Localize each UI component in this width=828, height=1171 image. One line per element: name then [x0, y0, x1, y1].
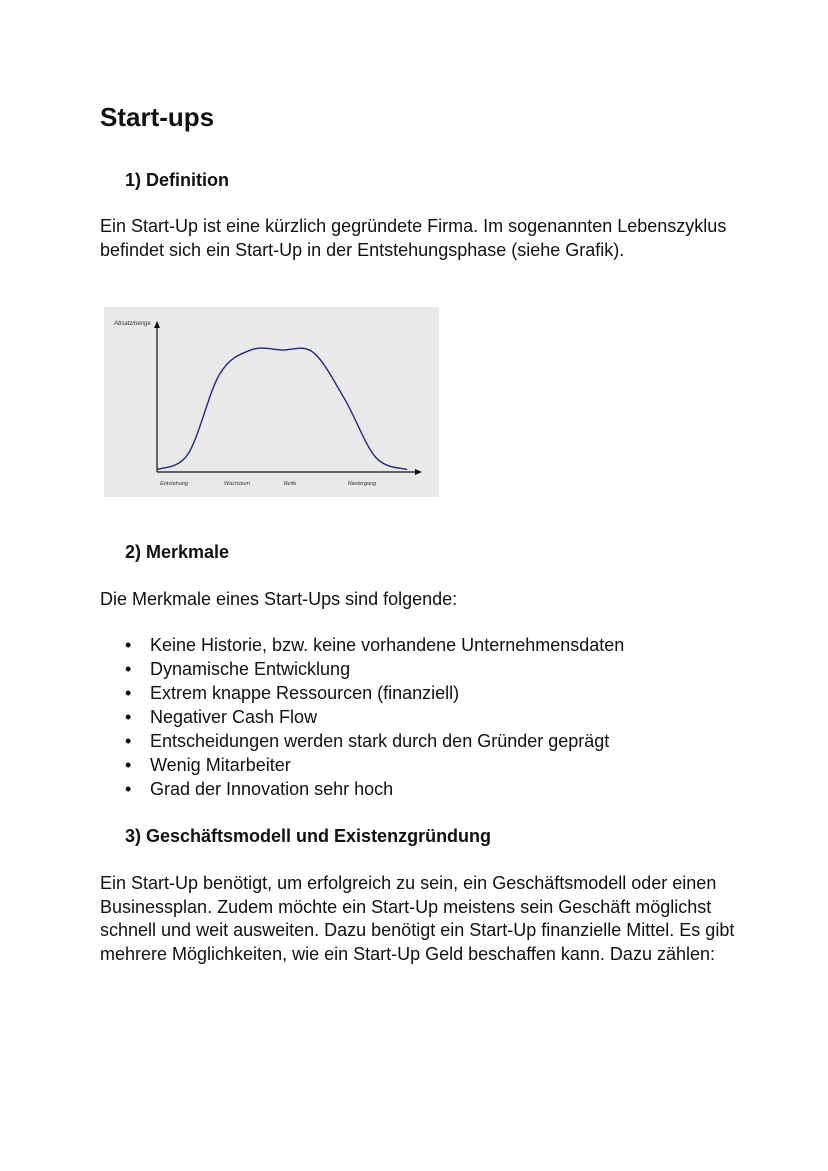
page-title: Start-ups	[100, 102, 215, 132]
y-axis-arrow	[154, 321, 160, 328]
list-item: • Grad der Innovation sehr hoch	[100, 777, 624, 801]
geschaeftsmodell-paragraph: Ein Start-Up benötigt, um erfolgreich zu sein, ein Geschäftsmodell oder einen Businessplan. Zudem möchte ein Start-Up meistens sein Geschäft möglichst schnell und weit ausweiten. Dazu benötigt ein Start-Up finanzielle Mittel. Es gibt mehrere Möglichkeiten, wie ein Start-Up Geld beschaffen kann. Dazu zählen:	[100, 873, 735, 964]
lifecycle-chart-svg	[104, 307, 439, 497]
lifecycle-curve	[157, 348, 407, 469]
definition-paragraph: Ein Start-Up ist eine kürzlich gegründete Firma. Im sogenannten Lebenszyklus befindet sich ein Start-Up in der Entstehungsphase (siehe Grafik).	[100, 216, 727, 260]
x-tick-label: Niedergang	[347, 481, 377, 487]
merkmale-intro: Die Merkmale eines Start-Ups sind folgende:	[100, 589, 458, 609]
section-heading-merkmale: 2) Merkmale	[125, 542, 230, 562]
list-item: • Wenig Mitarbeiter	[100, 753, 624, 777]
list-item: • Extrem knappe Ressourcen (finanziell)	[100, 681, 624, 705]
x-axis-arrow	[415, 469, 422, 475]
x-tick-label: Entstehung	[160, 481, 188, 487]
lifecycle-chart	[104, 307, 439, 497]
list-item: • Negativer Cash Flow	[100, 705, 624, 729]
x-tick-label: Reife	[283, 481, 297, 487]
y-axis-label: Absatzmenge	[114, 321, 151, 327]
list-item: • Dynamische Entwicklung	[100, 657, 624, 681]
section-heading-definition: 1) Definition	[125, 170, 229, 190]
section-heading-geschaeftsmodell: 3) Geschäftsmodell und Existenzgründung	[125, 826, 492, 846]
list-item: • Keine Historie, bzw. keine vorhandene Unternehmensdaten	[100, 633, 624, 657]
list-item: • Entscheidungen werden stark durch den Gründer geprägt	[100, 729, 624, 753]
x-tick-label: Wachstum	[224, 481, 250, 487]
merkmale-list	[100, 633, 624, 801]
